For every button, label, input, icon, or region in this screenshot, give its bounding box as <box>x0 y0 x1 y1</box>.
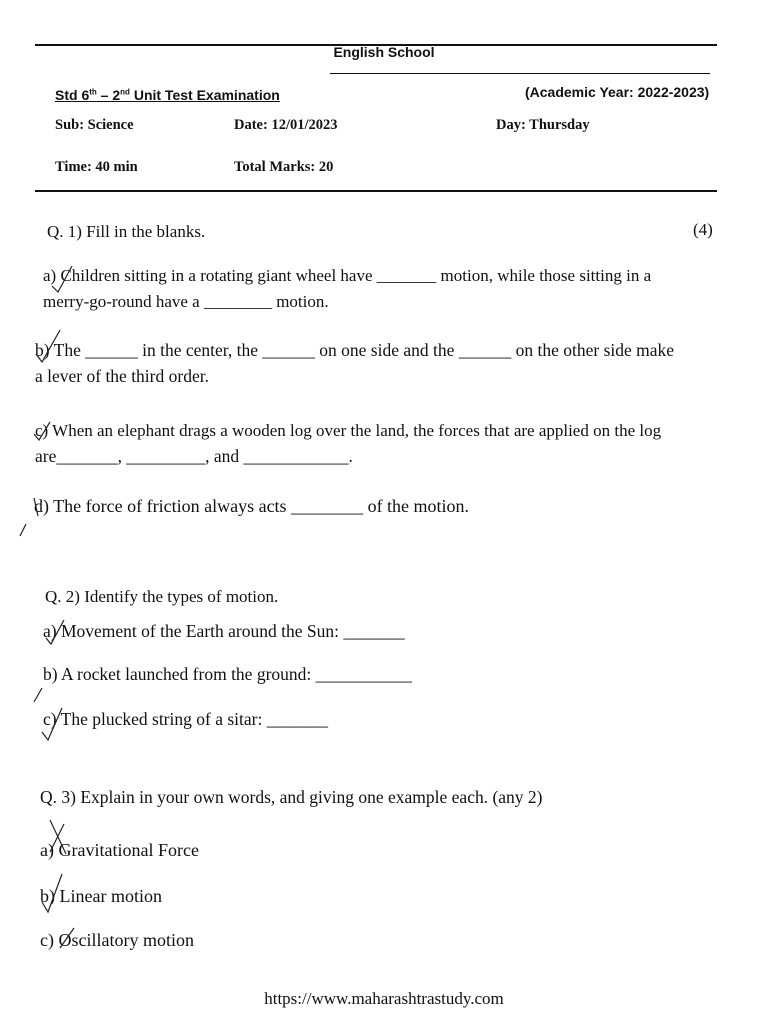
q3-a: a) Gravitational Force <box>40 840 199 860</box>
tick-mark-icon <box>18 494 52 540</box>
q2-title: Q. 2) Identify the types of motion. <box>45 587 279 606</box>
tick-mark-icon <box>38 872 64 916</box>
exam-unit-sup: nd <box>120 87 130 97</box>
q2-c: c) The plucked string of a sitar: _______ <box>43 709 328 729</box>
school-name: English School <box>333 44 435 60</box>
tick-mark-icon <box>44 818 70 858</box>
tick-mark-icon <box>44 618 66 648</box>
header-bottom-rule <box>35 190 717 192</box>
exam-title <box>55 87 280 103</box>
subject: Sub: Science <box>55 117 134 133</box>
tick-mark-icon <box>50 264 74 294</box>
q3-b: b) Linear motion <box>40 886 162 906</box>
exam-dash: – 2 <box>96 87 121 103</box>
header-rule-2 <box>330 73 710 74</box>
q1-a-line2: merry-go-round have a ________ motion. <box>43 292 329 311</box>
exam-date: Date: 12/01/2023 <box>234 117 338 133</box>
q3-title: Q. 3) Explain in your own words, and giving one example each. (any 2) <box>40 787 543 807</box>
q2-b: b) A rocket launched from the ground: ___________ <box>43 664 412 684</box>
source-url: https://www.maharashtrastudy.com <box>264 989 504 1008</box>
q3-c: c) Oscillatory motion <box>40 930 194 950</box>
tick-mark-icon <box>58 926 76 952</box>
tick-mark-icon <box>32 328 62 364</box>
q1-a-line1: a) Children sitting in a rotating giant wheel have _______ motion, while those sitting in a <box>43 266 652 285</box>
q1-d-line1: d) The force of friction always acts ________ of the motion. <box>34 496 470 516</box>
q2-a: a) Movement of the Earth around the Sun: _______ <box>43 621 405 641</box>
exam-day: Day: Thursday <box>496 117 590 133</box>
tick-mark-icon <box>32 684 52 706</box>
exam-rest: Unit Test Examination <box>129 87 280 103</box>
tick-mark-icon <box>40 706 64 742</box>
q1-title: Q. 1) Fill in the blanks. <box>47 222 206 241</box>
q1-b-line2: a lever of the third order. <box>35 366 209 386</box>
q1-b-line1: b) The ______ in the center, the ______ on one side and the ______ on the other side make <box>35 340 675 360</box>
total-marks: Total Marks: 20 <box>234 159 334 175</box>
q1-marks: (4) <box>693 220 713 239</box>
exam-std: Std 6 <box>55 87 90 103</box>
q1-c-line1: c) When an elephant drags a wooden log over the land, the forces that are applied on the log <box>35 421 662 440</box>
exam-time: Time: 40 min <box>55 159 138 175</box>
tick-mark-icon <box>32 420 52 442</box>
q1-c-line2: are_______, _________, and ____________. <box>35 446 353 466</box>
exam-std-sup: th <box>89 87 97 97</box>
academic-year: (Academic Year: 2022-2023) <box>525 84 710 100</box>
